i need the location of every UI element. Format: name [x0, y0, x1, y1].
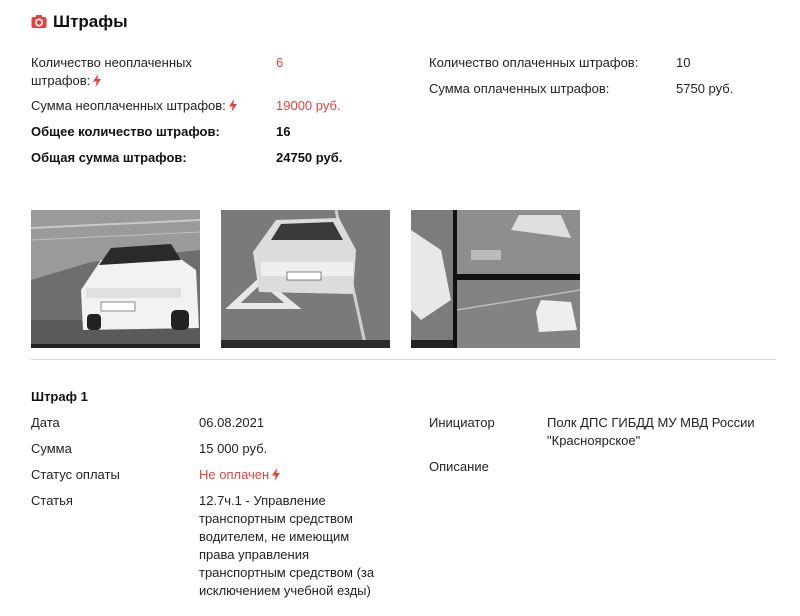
- total-count-label: Общее количество штрафов:: [31, 124, 220, 139]
- fine-date-value: 06.08.2021: [199, 415, 265, 430]
- fine-status-value: Не оплачен: [199, 466, 389, 486]
- fine-amount-value: 15 000 руб.: [199, 441, 268, 456]
- fine-title: Штраф 1: [31, 389, 88, 404]
- lightning-icon: [272, 468, 280, 486]
- unpaid-count-label: Количество неоплаченных штрафов:: [31, 54, 231, 92]
- fine-description-label: Описание: [429, 459, 489, 474]
- violation-photo-2[interactable]: [221, 210, 390, 348]
- total-sum-label: Общая сумма штрафов:: [31, 150, 187, 165]
- fine-initiator-value: Полк ДПС ГИБДД МУ МВД России "Красноярское": [547, 415, 755, 448]
- total-sum-value: 24750 руб.: [276, 150, 343, 165]
- paid-sum-label: Сумма оплаченных штрафов:: [429, 81, 610, 96]
- fine-amount-label: Сумма: [31, 441, 72, 456]
- unpaid-sum-label: Сумма неоплаченных штрафов:: [31, 97, 271, 117]
- paid-sum-value: 5750 руб.: [676, 81, 734, 96]
- fine-status-label: Статус оплаты: [31, 467, 120, 482]
- section-divider: [31, 359, 776, 360]
- total-count-value: 16: [276, 124, 291, 139]
- paid-count-label: Количество оплаченных штрафов:: [429, 55, 639, 70]
- fine-initiator-label: Инициатор: [429, 415, 495, 430]
- violation-photo-1[interactable]: [31, 210, 200, 348]
- unpaid-count-value: 6: [276, 55, 284, 70]
- lightning-icon: [229, 99, 237, 117]
- fine-article-value: 12.7ч.1 - Управление транспортным средством водителем, не имеющим права управления транспортным средством (за исключением учебной езды): [199, 493, 375, 598]
- fine-date-label: Дата: [31, 415, 60, 430]
- violation-photo-3[interactable]: [411, 210, 580, 348]
- lightning-icon: [93, 74, 101, 92]
- page-title: Штрафы: [53, 12, 128, 31]
- page-header: [31, 12, 128, 32]
- camera-icon: [31, 15, 47, 29]
- unpaid-sum-value: 19000 руб.: [276, 98, 341, 113]
- fine-article-label: Статья: [31, 493, 73, 508]
- paid-count-value: 10: [676, 55, 691, 70]
